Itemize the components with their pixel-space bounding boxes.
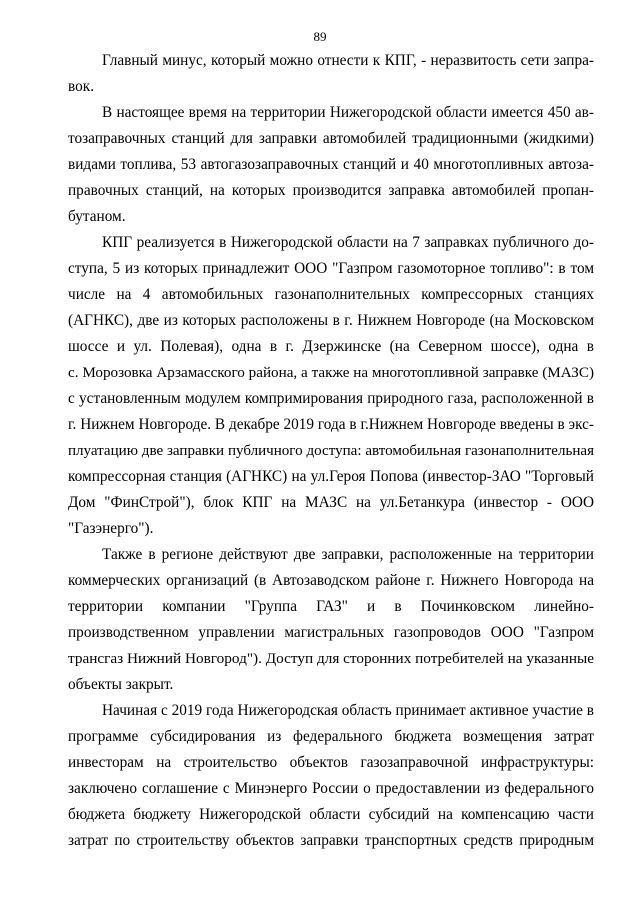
- text-line: инвесторам на строительство объектов газозаправочной инфраструктуры:: [68, 754, 594, 771]
- page-number: 89: [313, 29, 327, 44]
- text-line: видами топлива, 53 автогазозаправочных станций и 40 многотопливных автоза-: [68, 156, 594, 173]
- text-line: территории компании "Группа ГАЗ" и в Починковском линейно-: [68, 598, 594, 615]
- text-line: тозаправочных станций для заправки автомобилей традиционными (жидкими): [68, 130, 594, 147]
- text-line: с. Морозовка Арзамасского района, а также на многотопливной заправке (МАЗС): [68, 365, 594, 381]
- text-line: Начиная с 2019 года Нижегородская область принимает активное участие в: [102, 702, 594, 719]
- text-line: программе субсидирования из федерального бюджета возмещения затрат: [68, 728, 594, 745]
- text-line: шоссе и ул. Полевая), одна в г. Дзержинске (на Северном шоссе), одна в: [68, 338, 594, 355]
- text-line: с установленным модулем компримирования природного газа, расположенной в: [68, 390, 594, 407]
- text-line: компрессорная станция (АГНКС) на ул.Героя Попова (инвестор-ЗАО "Торговый: [68, 468, 594, 485]
- text-line: затрат по строительству объектов заправки транспортных средств природным: [68, 832, 594, 849]
- text-line: заключено соглашение с Минэнерго России о предоставлении из федерального: [68, 780, 594, 797]
- text-line: коммерческих организаций (в Автозаводском районе г. Нижнего Новгорода на: [68, 572, 594, 589]
- text-line: производственном управлении магистральных газопроводов ООО "Газпром: [68, 624, 594, 641]
- text-line: трансгаз Нижний Новгород"). Доступ для сторонних потребителей на указанные: [68, 650, 594, 667]
- text-line: правочных станций, на которых производится заправка автомобилей пропан-: [68, 182, 594, 199]
- text-line: Дом "ФинСтрой"), блок КПГ на МАЗС на ул.Бетанкура (инвестор - ООО: [68, 494, 594, 511]
- text-line: числе на 4 автомобильных газонаполнительных компрессорных станциях: [68, 286, 594, 303]
- text-line: плуатацию две заправки публичного доступа: автомобильная газонаполнительная: [68, 443, 594, 459]
- text-line: вок.: [68, 78, 95, 95]
- text-line: ступа, 5 из которых принадлежит ООО "Газпром газомоторное топливо": в том: [68, 260, 594, 277]
- text-line: объекты закрыт.: [68, 676, 174, 693]
- text-line: "Газэнерго").: [68, 520, 154, 537]
- text-line: бюджета бюджету Нижегородской области субсидий на компенсацию части: [68, 806, 594, 823]
- text-line: В настоящее время на территории Нижегородской области имеется 450 ав-: [102, 104, 594, 121]
- text-line: КПГ реализуется в Нижегородской области на 7 заправках публичного до-: [102, 234, 594, 251]
- text-line: Главный минус, который можно отнести к КПГ, - неразвитость сети запра-: [102, 52, 594, 69]
- text-line: (АГНКС), две из которых расположены в г. Нижнем Новгороде (на Московском: [68, 312, 594, 329]
- text-line: бутаном.: [68, 208, 126, 225]
- text-line: г. Нижнем Новгороде. В декабре 2019 года в г.Нижнем Новгороде введены в экс-: [68, 416, 594, 433]
- text-line: Также в регионе действуют две заправки, расположенные на территории: [102, 546, 594, 563]
- document-body: [68, 48, 594, 854]
